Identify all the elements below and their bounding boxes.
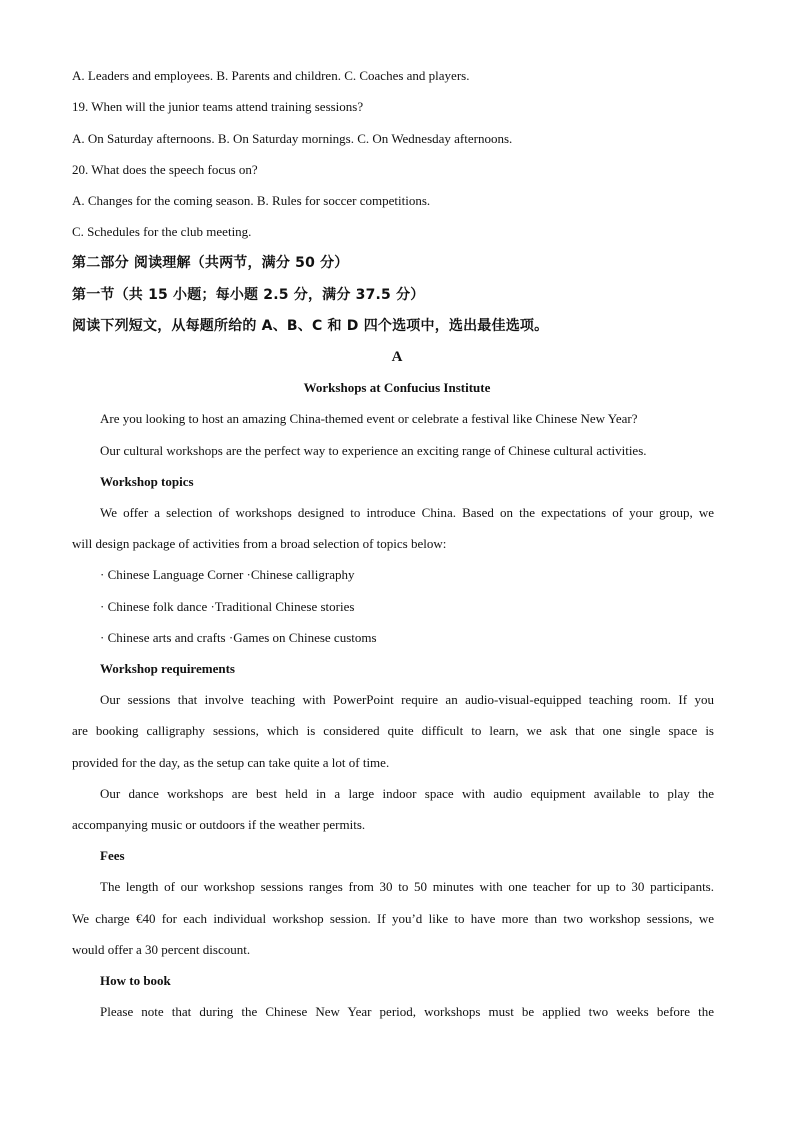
topics-heading: Workshop topics [100, 474, 194, 489]
fees-line-3: would offer a 30 percent discount. [72, 942, 251, 957]
intro-paragraph-1: Are you looking to host an amazing China-themed event or celebrate a festival like Chinese New Year? [100, 411, 638, 426]
requirements-heading: Workshop requirements [100, 661, 235, 676]
topic-bullet-2: · Chinese folk dance ·Traditional Chinese stories [100, 599, 355, 614]
requirements-line-3: provided for the day, as the setup can take quite a lot of time. [72, 755, 390, 770]
booking-heading: How to book [100, 973, 171, 988]
q19-stem: 19. When will the junior teams attend training sessions? [72, 99, 364, 114]
q20-option-c: C. Schedules for the club meeting. [72, 224, 252, 239]
passage-letter: A [391, 349, 403, 365]
intro-paragraph-2: Our cultural workshops are the perfect way to experience an exciting range of Chinese cultural activities. [100, 443, 647, 458]
topics-paragraph-line-1: We offer a selection of workshops designed to introduce China. Based on the expectations of your group, we [100, 505, 714, 520]
section1-heading: 第一节（共 15 小题；每小题 2.5 分，满分 37.5 分） [72, 287, 425, 303]
requirements-line-4: Our dance workshops are best held in a large indoor space with audio equipment available to play the [100, 786, 714, 801]
reading-instruction: 阅读下列短文，从每题所给的 A、B、C 和 D 四个选项中，选出最佳选项。 [72, 318, 549, 334]
topic-bullet-3: · Chinese arts and crafts ·Games on Chinese customs [100, 630, 377, 645]
booking-line-1: Please note that during the Chinese New Year period, workshops must be applied two weeks before the [100, 1004, 714, 1019]
topic-bullet-1: · Chinese Language Corner ·Chinese calligraphy [100, 567, 355, 582]
fees-line-2: We charge €40 for each individual workshop session. If you’d like to have more than two workshop sessions, we [72, 911, 714, 926]
topics-paragraph-line-2: will design package of activities from a broad selection of topics below: [72, 536, 447, 551]
fees-heading: Fees [100, 848, 125, 863]
passage-title: Workshops at Confucius Institute [303, 380, 491, 395]
requirements-line-2: are booking calligraphy sessions, which is considered quite difficult to learn, we ask that one single space is [72, 723, 714, 738]
q18-options: A. Leaders and employees. B. Parents and children. C. Coaches and players. [72, 68, 470, 83]
q20-options-ab: A. Changes for the coming season. B. Rules for soccer competitions. [72, 193, 431, 208]
part2-heading: 第二部分 阅读理解（共两节，满分 50 分） [72, 255, 349, 271]
q19-options: A. On Saturday afternoons. B. On Saturday mornings. C. On Wednesday afternoons. [72, 131, 513, 146]
requirements-line-1: Our sessions that involve teaching with PowerPoint require an audio-visual-equipped teaching room. If you [100, 692, 714, 707]
requirements-line-5: accompanying music or outdoors if the weather permits. [72, 817, 366, 832]
fees-line-1: The length of our workshop sessions ranges from 30 to 50 minutes with one teacher for up to 30 participants. [100, 879, 714, 894]
q20-stem: 20. What does the speech focus on? [72, 162, 258, 177]
